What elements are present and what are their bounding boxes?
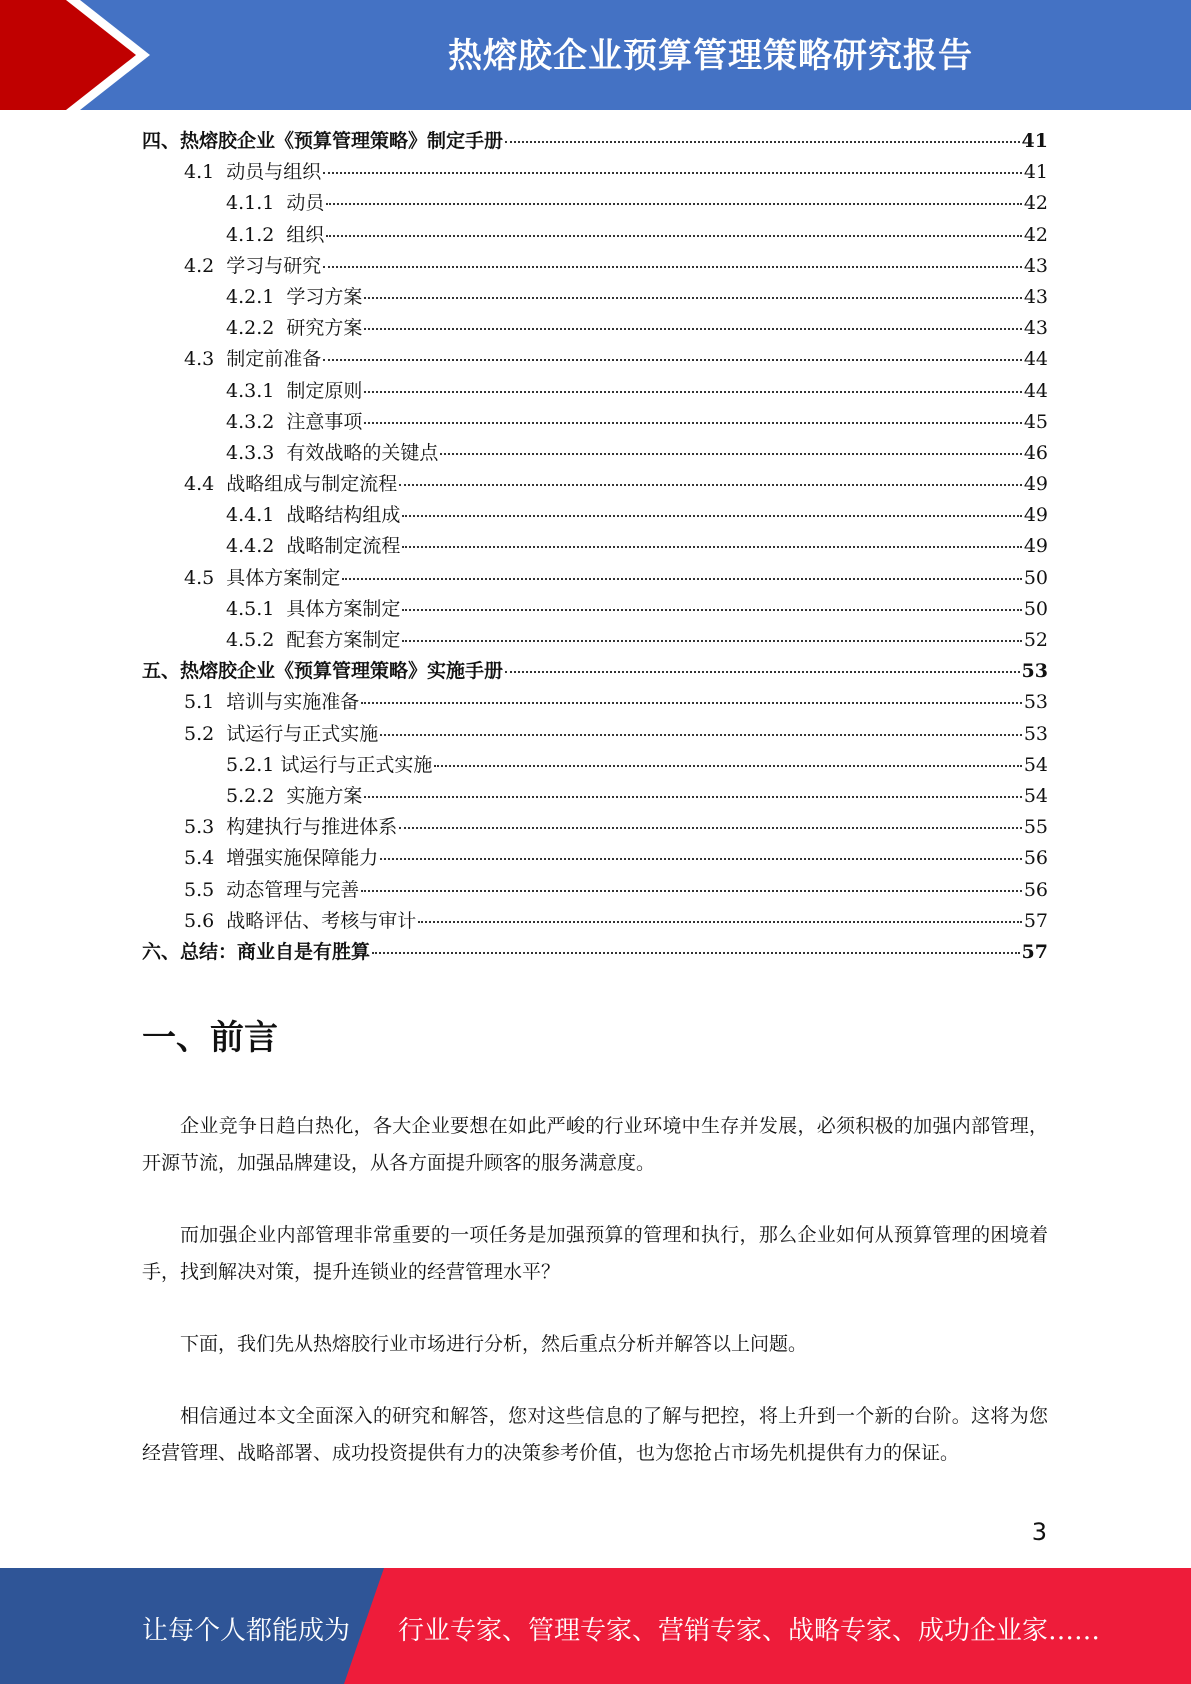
toc-entry[interactable]	[142, 563, 1048, 594]
toc-entry-page: 43	[1023, 254, 1048, 277]
toc-entry-page: 54	[1023, 784, 1048, 807]
toc-leader-dots	[505, 141, 1020, 143]
toc-leader-dots	[364, 297, 1021, 299]
toc-entry-page: 43	[1023, 285, 1048, 308]
toc-entry[interactable]	[142, 469, 1048, 500]
toc-entry[interactable]	[142, 625, 1048, 656]
toc-entry-title: 5.4 增强实施保障能力	[184, 847, 379, 870]
toc-entry-title: 4.3.1 制定原则	[226, 379, 363, 402]
footer-slogan-left: 让每个人都能成为	[142, 1616, 351, 1646]
toc-entry[interactable]	[142, 500, 1048, 531]
toc-entry[interactable]	[142, 781, 1048, 812]
toc-leader-dots	[364, 796, 1021, 798]
toc-entry-page: 42	[1023, 223, 1048, 246]
toc-entry-page: 49	[1023, 535, 1048, 558]
toc-entry[interactable]	[142, 313, 1048, 344]
toc-entry-title: 4.1.2 组织	[226, 223, 325, 246]
toc-entry-title: 5.2.2 实施方案	[226, 784, 363, 807]
toc-leader-dots	[326, 235, 1021, 237]
toc-entry-page: 42	[1023, 192, 1048, 215]
toc-entry-title: 4.3.3 有效战略的关键点	[226, 441, 439, 464]
toc-leader-dots	[372, 952, 1020, 954]
toc-entry-title: 4.1 动员与组织	[184, 161, 322, 184]
toc-entry[interactable]	[142, 157, 1048, 188]
toc-leader-dots	[402, 609, 1021, 611]
toc-leader-dots	[399, 827, 1022, 829]
toc-entry[interactable]	[142, 750, 1048, 781]
toc-entry-title: 5.3 构建执行与推进体系	[184, 816, 398, 839]
toc-entry[interactable]	[142, 188, 1048, 219]
footer-slogan-right: 行业专家、管理专家、营销专家、战略专家、成功企业家……	[398, 1616, 1101, 1646]
toc-entry-title: 4.5.2 配套方案制定	[226, 629, 401, 651]
toc-leader-dots	[402, 515, 1021, 517]
toc-entry-title: 5.2 试运行与正式实施	[184, 722, 379, 745]
toc-entry-page: 44	[1023, 348, 1048, 371]
report-title: 热熔胶企业预算管理策略研究报告	[448, 36, 973, 76]
toc-entry[interactable]	[142, 687, 1048, 718]
toc-entry[interactable]	[142, 438, 1048, 469]
toc-entry-page: 53	[1021, 660, 1048, 683]
preface-body	[142, 1108, 1048, 1507]
body-paragraph: 下面，我们先从热熔胶行业市场进行分析，然后重点分析并解答以上问题。	[180, 1333, 808, 1355]
toc-entry-title: 四、热熔胶企业《预算管理策略》制定手册	[142, 130, 504, 152]
toc-entry-page: 44	[1023, 379, 1048, 402]
toc-entry-page: 53	[1023, 691, 1048, 714]
toc-leader-dots	[399, 484, 1022, 486]
toc-leader-dots	[440, 453, 1021, 455]
toc-leader-dots	[402, 640, 1021, 642]
body-paragraph: 相信通过本文全面深入的研究和解答，您对这些信息的了解与把控，将上升到一个新的台阶。这将为您经营管理、战略部署、成功投资提供有力的决策参考价值，也为您抢占市场先机提供有力的保证。	[142, 1405, 1048, 1464]
toc-leader-dots	[505, 671, 1020, 673]
toc-entry-title: 六、总结：商业自是有胜算	[142, 940, 371, 963]
toc-entry-page: 50	[1023, 566, 1048, 589]
toc-entry-title: 4.4 战略组成与制定流程	[184, 473, 398, 496]
toc-entry-page: 50	[1023, 597, 1048, 620]
toc-entry[interactable]	[142, 906, 1048, 937]
toc-entry[interactable]	[142, 531, 1048, 562]
toc-leader-dots	[326, 203, 1021, 205]
toc-entry-page: 43	[1023, 317, 1048, 340]
toc-entry[interactable]	[142, 843, 1048, 874]
page-header	[0, 0, 1191, 110]
toc-entry[interactable]	[142, 812, 1048, 843]
body-paragraph: 企业竞争日趋白热化，各大企业要想在如此严峻的行业环境中生存并发展，必须积极的加强内部管理，开源节流，加强品牌建设，从各方面提升顾客的服务满意度。	[142, 1115, 1048, 1174]
toc-entry[interactable]	[142, 376, 1048, 407]
toc-entry-page: 41	[1021, 130, 1048, 152]
toc-entry-page: 54	[1023, 753, 1048, 776]
page-number: 3	[1031, 1518, 1047, 1546]
toc-entry-title: 5.6 战略评估、考核与审计	[184, 909, 417, 932]
toc-entry-title: 4.5 具体方案制定	[184, 566, 341, 589]
section-heading: 一、前言	[142, 1018, 278, 1058]
toc-leader-dots	[364, 422, 1021, 424]
toc-entry-title: 五、热熔胶企业《预算管理策略》实施手册	[142, 660, 504, 683]
toc-entry-title: 4.1.1 动员	[226, 192, 325, 215]
toc-entry-title: 4.4.2 战略制定流程	[226, 535, 401, 558]
toc-entry-page: 52	[1023, 629, 1048, 651]
toc-entry-page: 53	[1023, 722, 1048, 745]
toc-entry-page: 45	[1023, 410, 1048, 433]
toc-entry-title: 4.2 学习与研究	[184, 254, 322, 277]
toc-entry-page: 49	[1023, 473, 1048, 496]
toc-entry[interactable]	[142, 282, 1048, 313]
toc-entry-title: 4.5.1 具体方案制定	[226, 597, 401, 620]
toc-leader-dots	[418, 921, 1022, 923]
toc-entry-page: 56	[1023, 878, 1048, 901]
toc-entry[interactable]	[142, 594, 1048, 625]
toc-leader-dots	[380, 858, 1022, 860]
toc-leader-dots	[402, 546, 1021, 548]
toc-entry[interactable]	[142, 344, 1048, 375]
toc-entry-page: 57	[1021, 940, 1048, 963]
toc-entry-title: 5.5 动态管理与完善	[184, 878, 360, 901]
toc-entry[interactable]	[142, 251, 1048, 282]
toc-entry[interactable]	[142, 719, 1048, 750]
toc-entry[interactable]	[142, 656, 1048, 687]
toc-entry-title: 4.4.1 战略结构组成	[226, 504, 401, 527]
toc-entry[interactable]	[142, 126, 1048, 157]
toc-entry-title: 5.1 培训与实施准备	[184, 691, 360, 714]
toc-entry-title: 4.3.2 注意事项	[226, 410, 363, 433]
toc-leader-dots	[364, 328, 1021, 330]
toc-entry-page: 49	[1023, 504, 1048, 527]
toc-entry-page: 55	[1023, 816, 1048, 839]
toc-entry-title: 4.3 制定前准备	[184, 348, 322, 371]
toc-entry-title: 4.2.2 研究方案	[226, 317, 363, 340]
page-footer	[0, 1568, 1191, 1684]
toc-leader-dots	[380, 734, 1022, 736]
toc-entry-page: 57	[1023, 909, 1048, 932]
toc-leader-dots	[323, 172, 1022, 174]
toc-entry-page: 41	[1023, 161, 1048, 184]
toc-leader-dots	[361, 702, 1022, 704]
toc-leader-dots	[323, 266, 1022, 268]
toc-leader-dots	[364, 391, 1021, 393]
toc-entry-title: 5.2.1 试运行与正式实施	[226, 753, 433, 776]
toc-entry[interactable]	[142, 937, 1048, 968]
body-paragraph: 而加强企业内部管理非常重要的一项任务是加强预算的管理和执行，那么企业如何从预算管理的困境着手，找到解决对策，提升连锁业的经营管理水平？	[142, 1224, 1048, 1283]
toc-leader-dots	[361, 890, 1022, 892]
table-of-contents	[142, 126, 1048, 968]
toc-entry[interactable]	[142, 220, 1048, 251]
toc-entry-page: 46	[1023, 441, 1048, 464]
toc-entry-page: 56	[1023, 847, 1048, 870]
toc-leader-dots	[434, 765, 1021, 767]
toc-entry-title: 4.2.1 学习方案	[226, 285, 363, 308]
toc-entry[interactable]	[142, 407, 1048, 438]
toc-entry[interactable]	[142, 875, 1048, 906]
toc-leader-dots	[342, 578, 1022, 580]
toc-leader-dots	[323, 359, 1022, 361]
